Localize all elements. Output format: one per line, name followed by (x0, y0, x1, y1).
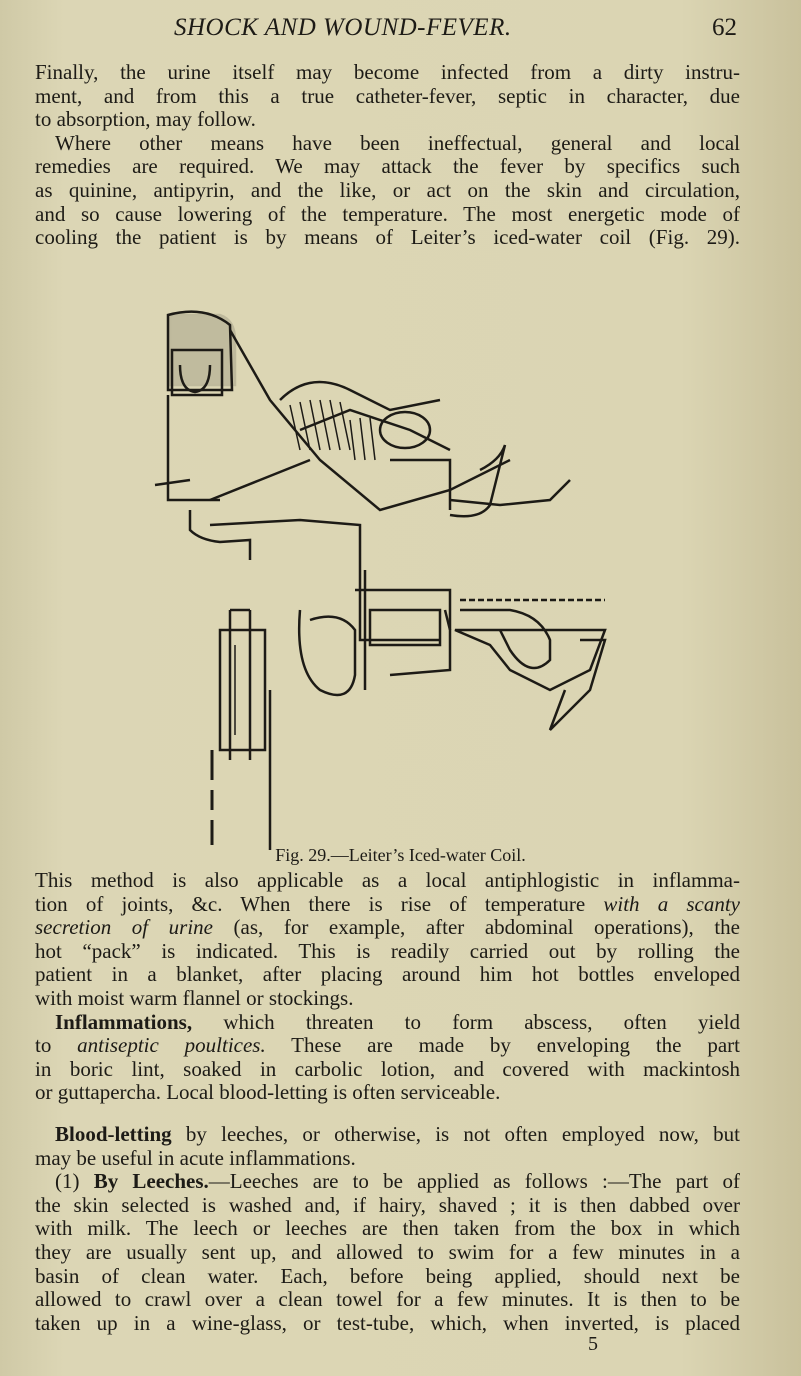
text-segment: to (35, 1033, 78, 1058)
text-line (35, 202, 740, 226)
bold-heading-text: By Leeches. (93, 1169, 209, 1194)
text-line (35, 1169, 740, 1193)
text-segment: in boric lint, soaked in carbolic lotion, and covered with mackintosh (35, 1056, 740, 1081)
text-segment: tion of joints, &c. When there is rise of temperature (35, 891, 604, 916)
text-line (35, 178, 740, 202)
text-line (35, 939, 740, 963)
text-line (35, 1010, 740, 1034)
text-segment: by leeches, or otherwise, is not often employed now, but (171, 1122, 740, 1146)
text-line (35, 1264, 740, 1288)
text-segment: the skin selected is washed and, if hairy, shaved ; it is then dabbed over (35, 1192, 740, 1217)
text-segment: Where other means have been ineffectual, general and local (55, 130, 740, 155)
running-header (0, 14, 801, 44)
italic-text: with a scanty (603, 891, 740, 916)
text-segment: as quinine, antipyrin, and the like, or act on the skin and circulation, (35, 178, 740, 202)
page-number: 62 (712, 14, 737, 41)
text-segment: they are usually sent up, and allowed to swim for a few minutes in a (35, 1240, 740, 1264)
text-line (35, 1193, 740, 1217)
bold-heading-text: Blood-letting (55, 1122, 172, 1146)
text-segment: —Leeches are to be applied as follows :—The part of (208, 1169, 740, 1194)
text-line (35, 915, 740, 939)
text-segment: to absorption, may follow. (35, 107, 256, 132)
text-line (35, 1033, 740, 1057)
text-segment: These are made by enveloping the part (265, 1033, 740, 1058)
text-line (35, 1216, 740, 1240)
text-line (35, 1057, 740, 1081)
text-line (35, 868, 740, 892)
italic-text: antiseptic poultices. (77, 1033, 266, 1058)
text-segment: ment, and from this a true catheter-fever, septic in character, due (35, 83, 740, 108)
text-line (35, 1287, 740, 1311)
text-line (35, 1080, 740, 1104)
text-line (35, 1240, 740, 1264)
text-line (35, 131, 740, 155)
leiter-coil-illustration (150, 310, 610, 850)
figure-caption: Fig. 29.—Leiter’s Iced-water Coil. (275, 845, 526, 865)
text-line (35, 1146, 740, 1170)
text-segment: or guttapercha. Local blood-letting is often serviceable. (35, 1080, 501, 1105)
bold-heading-text: Inflammations, (55, 1009, 193, 1034)
text-segment: remedies are required. We may attack the fever by specifics such (35, 154, 740, 179)
text-line (35, 962, 740, 986)
text-line (35, 1311, 740, 1335)
italic-text: secretion of urine (35, 915, 213, 940)
text-line (35, 892, 740, 916)
text-segment: hot “pack” is indicated. This is readily carried out by rolling the (35, 938, 740, 963)
text-line (35, 107, 740, 131)
text-segment: basin of clean water. Each, before being applied, should next be (35, 1263, 740, 1288)
text-line (35, 60, 740, 84)
text-segment: with milk. The leech or leeches are then taken from the box in which (35, 1216, 740, 1241)
text-line (35, 84, 740, 108)
running-title: SHOCK AND WOUND-FEVER. (174, 14, 512, 41)
text-line (35, 154, 740, 178)
text-segment: Finally, the urine itself may become infected from a dirty instru- (35, 60, 740, 84)
text-segment: (1) (55, 1169, 94, 1194)
text-segment: patient in a blanket, after placing around him hot bottles enveloped (35, 962, 740, 987)
text-segment: taken up in a wine-glass, or test-tube, which, when inverted, is placed (35, 1310, 740, 1335)
text-line (35, 1122, 740, 1146)
text-line (35, 986, 740, 1010)
text-line (35, 225, 740, 249)
text-segment: with moist warm flannel or stockings. (35, 986, 354, 1010)
text-segment: may be useful in acute inflammations. (35, 1145, 356, 1170)
text-segment: and so cause lowering of the temperature. The most energetic mode of (35, 201, 740, 226)
text-segment: (as, for example, after abdominal operations), the (212, 915, 740, 940)
text-segment: allowed to crawl over a clean towel for a few minutes. It is then to be (35, 1287, 740, 1312)
text-segment: which threaten to form abscess, often yield (192, 1009, 740, 1034)
text-segment: cooling the patient is by means of Leiter’s iced-water coil (Fig. 29). (35, 225, 740, 250)
text-segment: This method is also applicable as a local antiphlogistic in inflamma- (35, 868, 740, 892)
signature-mark: 5 (588, 1333, 598, 1355)
